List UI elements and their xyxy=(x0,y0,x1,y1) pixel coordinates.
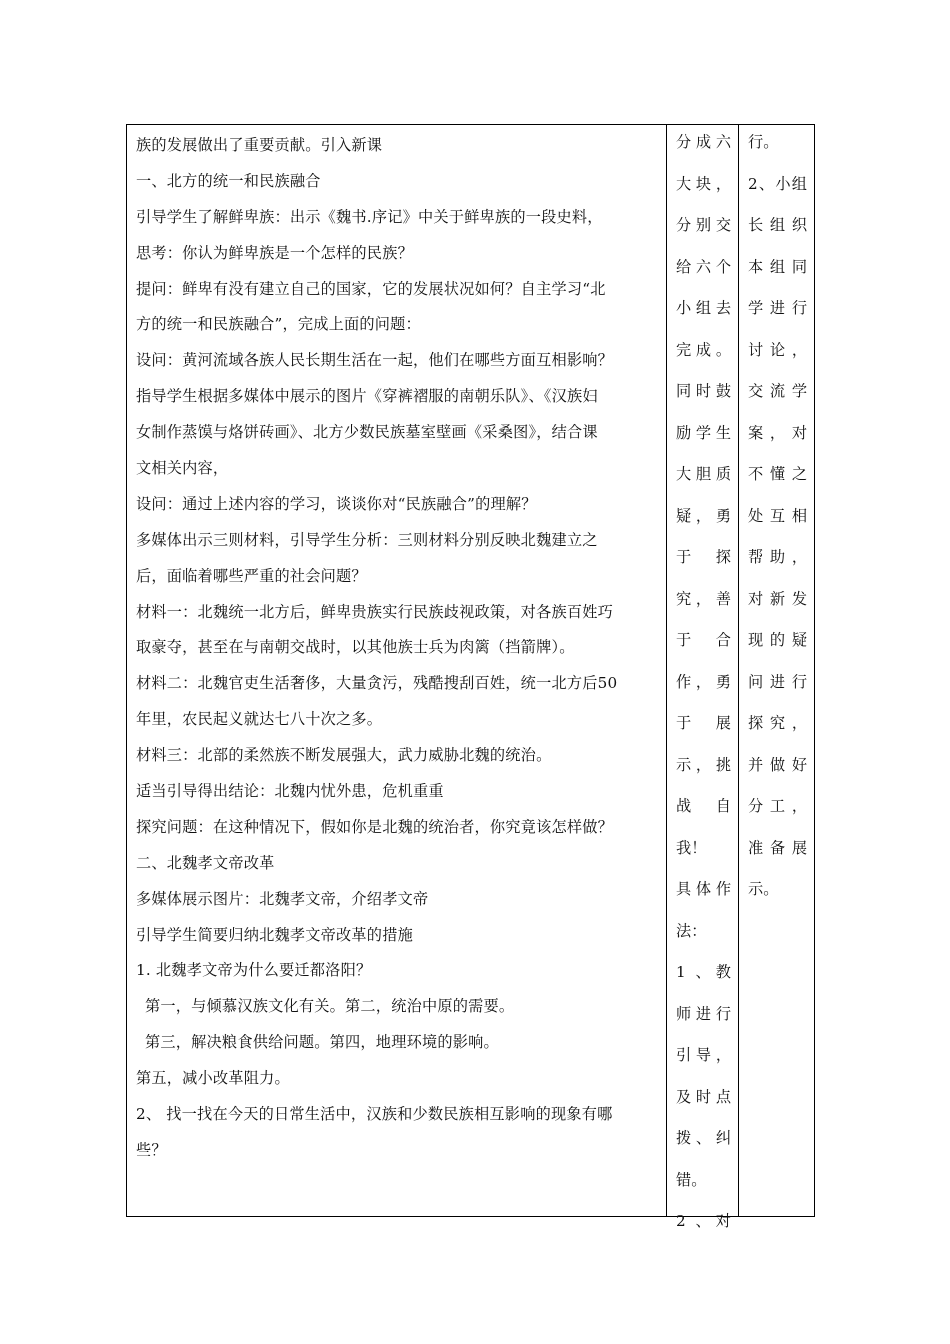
student-line: 对新发 xyxy=(748,589,807,608)
main-line: 2、 找一找在今天的日常生活中，汉族和少数民族相互影响的现象有哪 xyxy=(136,1105,613,1124)
teacher-activity-text xyxy=(676,122,731,1243)
main-line: 1. 北魏孝文帝为什么要迁都洛阳？ xyxy=(136,961,372,980)
main-line: 思考：你认为鲜卑族是一个怎样的民族？ xyxy=(136,243,413,262)
teacher-line: 拨、纠 xyxy=(676,1129,731,1147)
main-line: 些？ xyxy=(136,1140,167,1159)
main-line: 引导学生了解鲜卑族：出示《魏书.序记》中关于鲜卑族的一段史料， xyxy=(136,207,603,226)
teacher-line: 完成。 xyxy=(676,340,731,359)
main-line: 后，面临着哪些严重的社会问题？ xyxy=(136,566,367,585)
student-line: 问进行 xyxy=(748,672,807,691)
student-line: 示。 xyxy=(748,880,779,898)
main-line: 方的统一和民族融合”，完成上面的问题： xyxy=(136,315,421,334)
student-line: 准备展 xyxy=(748,838,807,857)
student-line: 探究， xyxy=(748,714,807,732)
main-line: 多媒体出示三则材料，引导学生分析：三则材料分别反映北魏建立之 xyxy=(136,530,598,549)
teacher-line: 同时鼓 xyxy=(676,382,731,400)
main-line: 文相关内容， xyxy=(136,459,229,478)
student-line: 行。 xyxy=(748,133,779,151)
student-line: 处互相 xyxy=(748,506,807,525)
teacher-line: 错。 xyxy=(676,1170,707,1189)
teacher-line: 作，勇 xyxy=(676,672,731,691)
student-line: 交流学 xyxy=(748,382,807,400)
student-line: 讨论， xyxy=(748,340,807,359)
lesson-table xyxy=(126,124,815,1230)
student-activity-text xyxy=(748,122,807,911)
teacher-line: 战 自 xyxy=(676,797,731,815)
teacher-line: 大胆质 xyxy=(676,465,731,483)
main-line: 取豪夺，甚至在与南朝交战时，以其他族士兵为肉篱（挡箭牌）。 xyxy=(136,638,575,657)
main-line: 材料一：北魏统一北方后，鲜卑贵族实行民族歧视政策，对各族百姓巧 xyxy=(136,602,614,621)
teacher-line: 分成六 xyxy=(676,133,731,151)
teacher-line: 具体作 xyxy=(676,880,731,898)
main-line: 适当引导得出结论：北魏内忧外患，危机重重 xyxy=(136,782,444,801)
student-line: 2、小组 xyxy=(748,174,807,193)
teacher-line: 大块， xyxy=(676,174,731,193)
teacher-line: 法： xyxy=(676,921,707,940)
student-line: 学进行 xyxy=(748,299,807,317)
main-line: 设问：黄河流域各族人民长期生活在一起，他们在哪些方面互相影响？ xyxy=(136,351,614,370)
teacher-line: 引导， xyxy=(676,1046,731,1064)
main-line: 第五，减小改革阻力。 xyxy=(136,1069,290,1088)
main-line: 指导学生根据多媒体中展示的图片《穿裤褶服的南朝乐队》、《汉族妇 xyxy=(136,387,598,406)
teacher-line: 师进行 xyxy=(676,1004,731,1023)
teacher-line: 给六个 xyxy=(676,257,731,276)
main-line: 第一，与倾慕汉族文化有关。第二，统治中原的需要。 xyxy=(145,997,515,1016)
teacher-line: 小组去 xyxy=(676,299,731,317)
student-line: 本组同 xyxy=(748,257,807,276)
teacher-activity-column xyxy=(667,125,739,1230)
main-line: 设问：通过上述内容的学习，谈谈你对“民族融合”的理解？ xyxy=(136,494,537,513)
main-line: 族的发展做出了重要贡献。引入新课 xyxy=(136,136,383,154)
teacher-line: 1 、教 xyxy=(676,963,731,981)
main-line: 探究问题：在这种情况下，假如你是北魏的统治者，你究竟该怎样做？ xyxy=(136,817,614,836)
teacher-line: 励学生 xyxy=(676,423,731,442)
teacher-line: 示，挑 xyxy=(676,755,731,774)
main-line: 年里，农民起义就达七八十次之多。 xyxy=(136,710,383,729)
main-line: 第三，解决粮食供给问题。第四，地理环境的影响。 xyxy=(145,1033,499,1052)
student-line: 现的疑 xyxy=(748,631,807,649)
student-line: 不懂之 xyxy=(748,465,807,483)
teacher-line: 疑，勇 xyxy=(676,506,731,525)
student-line: 案，对 xyxy=(748,423,807,442)
teacher-line: 于 合 xyxy=(676,631,731,649)
main-line: 材料三：北部的柔然族不断发展强大，武力威胁北魏的统治。 xyxy=(136,746,552,765)
teacher-line: 及时点 xyxy=(676,1087,731,1106)
student-line: 长组织 xyxy=(748,216,807,234)
teacher-line: 我！ xyxy=(676,838,707,857)
main-line: 材料二：北魏官吏生活奢侈，大量贪污，残酷搜刮百姓，统一北方后50 xyxy=(136,674,618,693)
teacher-line: 究，善 xyxy=(676,589,731,608)
teaching-process-column xyxy=(127,125,667,1216)
student-activity-column xyxy=(739,125,814,1216)
main-line: 一、北方的统一和民族融合 xyxy=(136,171,321,190)
student-line: 帮助， xyxy=(748,548,807,566)
teacher-line: 于 探 xyxy=(676,548,731,566)
teacher-line: 2 、对 xyxy=(676,1212,731,1230)
main-line: 提问：鲜卑有没有建立自己的国家，它的发展状况如何？自主学习“北 xyxy=(136,279,606,298)
main-line: 二、北魏孝文帝改革 xyxy=(136,853,275,872)
main-line: 引导学生简要归纳北魏孝文帝改革的措施 xyxy=(136,925,413,944)
main-line: 女制作蒸馍与烙饼砖画》、北方少数民族墓室壁画《采桑图》，结合课 xyxy=(136,423,598,442)
student-line: 分工， xyxy=(748,797,807,815)
student-line: 并做好 xyxy=(748,755,807,774)
main-line: 多媒体展示图片：北魏孝文帝，介绍孝文帝 xyxy=(136,889,429,908)
teaching-process-text xyxy=(136,128,660,1169)
teacher-line: 分别交 xyxy=(676,216,731,234)
teacher-line: 于 展 xyxy=(676,714,731,732)
